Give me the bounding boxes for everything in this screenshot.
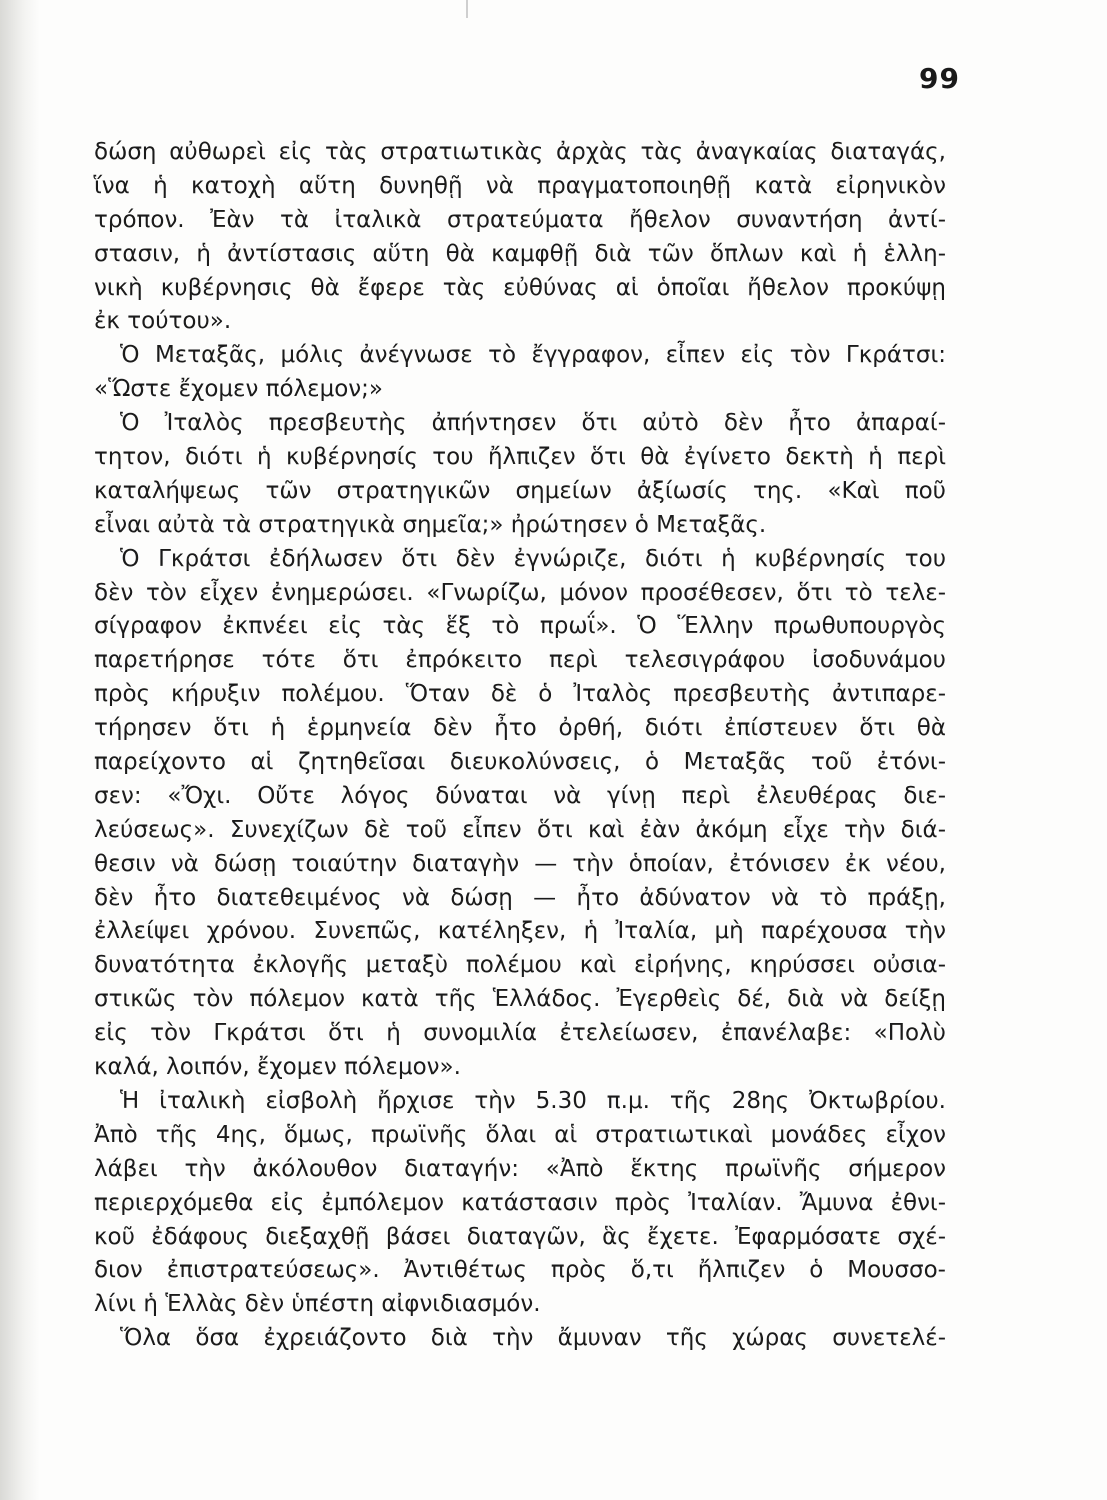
text-line: κοῦ ἐδάφους διεξαχθῇ βάσει διαταγῶν, ἃς ἔχετε. Ἐφαρμόσατε σχέ- [94,1223,946,1250]
text-line: δὲν ἦτο διατεθειμένος νὰ δώσῃ — ἦτο ἀδύνατον νὰ τὸ πράξῃ, [94,884,946,911]
text-line: πρὸς κήρυξιν πολέμου. Ὅταν δὲ ὁ Ἰταλὸς πρεσβευτὴς ἀντιπαρε- [94,681,946,708]
text-line: διον ἐπιστρατεύσεως». Ἀντιθέτως πρὸς ὅ,τι ἤλπιζεν ὁ Μουσσο- [94,1257,946,1284]
text-line: παρείχοντο αἱ ζητηθεῖσαι διευκολύνσεις, ὁ Μεταξᾶς τοῦ ἐτόνι- [94,749,946,776]
body-text [94,136,946,1356]
text-line: Ὁ Γκράτσι ἐδήλωσεν ὅτι δὲν ἐγνώριζε, διότι ἡ κυβέρνησίς του [120,545,946,572]
text-line: τρόπον. Ἐὰν τὰ ἰταλικὰ στρατεύματα ἤθελον συναντήση ἀντί- [94,206,946,233]
text-line: σίγραφον ἐκπνέει εἰς τὰς ἕξ τὸ πρωΐ». Ὁ Ἕλλην πρωθυπουργὸς [94,613,946,640]
text-line: δὲν τὸν εἶχεν ἐνημερώσει. «Γνωρίζω, μόνον προσέθεσεν, ὅτι τὸ τελε- [94,579,946,606]
text-line: ἐκ τούτου». [94,308,232,335]
text-line: τητον, διότι ἡ κυβέρνησίς του ἤλπιζεν ὅτι θὰ ἐγίνετο δεκτὴ ἡ περὶ [94,444,946,471]
text-line: νικὴ κυβέρνησις θὰ ἔφερε τὰς εὐθύνας αἱ ὁποῖαι ἤθελον προκύψῃ [94,274,946,301]
binding-shadow [0,0,40,1500]
text-line: δυνατότητα ἐκλογῆς μεταξὺ πολέμου καὶ εἰρήνης, κηρύσσει οὐσια- [94,952,946,979]
text-line: Ἡ ἰταλικὴ εἰσβολὴ ἤρχισε τὴν 5.30 π.μ. τῆς 28ης Ὀκτωβρίου. [120,1087,946,1114]
text-line: Ὁ Μεταξᾶς, μόλις ἀνέγνωσε τὸ ἔγγραφον, εἶπεν εἰς τὸν Γκράτσι: [120,342,946,369]
text-line: τήρησεν ὅτι ἡ ἑρμηνεία δὲν ἦτο ὀρθή, διότι ἐπίστευεν ὅτι θὰ [94,715,946,742]
text-line: καταλήψεως τῶν στρατηγικῶν σημείων ἀξίωσίς της. «Καὶ ποῦ [94,477,946,504]
text-line: ἵνα ἡ κατοχὴ αὕτη δυνηθῇ νὰ πραγματοποιηθῇ κατὰ εἰρηνικὸν [94,172,946,199]
text-line: λίνι ἡ Ἑλλὰς δὲν ὑπέστη αἰφνιδιασμόν. [94,1291,541,1318]
text-line: «Ὥστε ἔχομεν πόλεμον;» [94,376,383,403]
text-line: Ὅλα ὅσα ἐχρειάζοντο διὰ τὴν ἄμυναν τῆς χώρας συνετελέ- [120,1325,946,1352]
text-line: εἰς τὸν Γκράτσι ὅτι ἡ συνομιλία ἐτελείωσεν, ἐπανέλαβε: «Πολὺ [94,1020,946,1047]
text-line: καλά, λοιπόν, ἔχομεν πόλεμον». [94,1054,461,1081]
text-line: Ἀπὸ τῆς 4ης, ὅμως, πρωϊνῆς ὅλαι αἱ στρατιωτικαὶ μονάδες εἶχον [94,1121,946,1148]
text-line: εἶναι αὐτὰ τὰ στρατηγικὰ σημεῖα;» ἠρώτησεν ὁ Μεταξᾶς. [94,511,767,538]
text-line: δώση αὐθωρεὶ εἰς τὰς στρατιωτικὰς ἀρχὰς τὰς ἀναγκαίας διαταγάς, [94,139,946,165]
text-line: ἐλλείψει χρόνου. Συνεπῶς, κατέληξεν, ἡ Ἰταλία, μὴ παρέχουσα τὴν [94,918,946,945]
text-line: παρετήρησε τότε ὅτι ἐπρόκειτο περὶ τελεσιγράφου ἰσοδυνάμου [94,647,946,674]
scan-mark [466,0,468,18]
text-line: στικῶς τὸν πόλεμον κατὰ τῆς Ἑλλάδος. Ἐγερθεὶς δέ, διὰ νὰ δείξῃ [94,986,946,1013]
text-line: θεσιν νὰ δώσῃ τοιαύτην διαταγὴν — τὴν ὁποίαν, ἐτόνισεν ἐκ νέου, [94,850,946,877]
text-line: περιερχόμεθα εἰς ἐμπόλεμον κατάστασιν πρὸς Ἰταλίαν. Ἄμυνα ἐθνι- [94,1189,946,1216]
text-line: στασιν, ἡ ἀντίστασις αὕτη θὰ καμφθῇ διὰ τῶν ὅπλων καὶ ἡ ἑλλη- [94,240,946,267]
text-line: σεν: «Ὄχι. Οὔτε λόγος δύναται νὰ γίνῃ περὶ ἐλευθέρας διε- [94,782,946,809]
page-number: 99 [919,62,960,95]
text-line: λάβει τὴν ἀκόλουθον διαταγήν: «Ἀπὸ ἕκτης πρωϊνῆς σήμερον [94,1155,946,1182]
text-line: λεύσεως». Συνεχίζων δὲ τοῦ εἶπεν ὅτι καὶ ἐὰν ἀκόμη εἶχε τὴν διά- [94,816,946,843]
text-line: Ὁ Ἰταλὸς πρεσβευτὴς ἀπήντησεν ὅτι αὐτὸ δὲν ἦτο ἀπαραί- [120,410,946,437]
